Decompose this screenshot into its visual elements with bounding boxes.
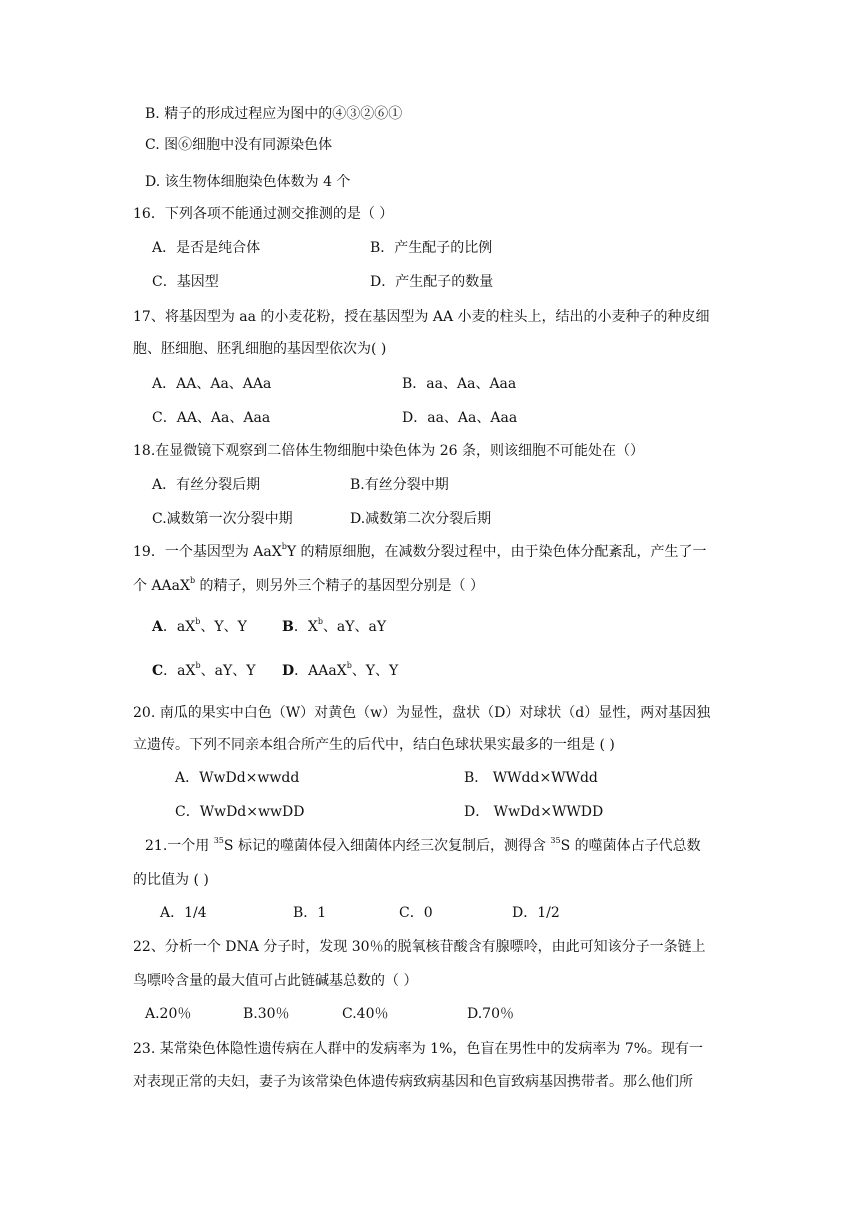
q16-option-c: C．基因型 bbox=[152, 274, 219, 290]
q22-option-c: C.40％ bbox=[342, 1006, 389, 1022]
q20-option-b: B． WWdd×WWdd bbox=[464, 770, 598, 786]
q15-option-b: B. 精子的形成过程应为图中的④③②⑥① bbox=[145, 106, 403, 122]
q20-option-a: A．WwDd×wwdd bbox=[175, 770, 300, 786]
q22-option-b: B.30％ bbox=[243, 1006, 290, 1022]
q20-stem-line2: 立遗传。下列不同亲本组合所产生的后代中，结白色球状果实最多的一组是 ( ) bbox=[133, 737, 615, 753]
q18-option-b: B.有丝分裂中期 bbox=[350, 477, 449, 493]
q16-stem: 16．下列各项不能通过测交推测的是（ ） bbox=[133, 206, 394, 222]
q20-option-c: C．WwDd×wwDD bbox=[175, 804, 305, 820]
q17-option-a: A．AA、Aa、AAa bbox=[152, 376, 272, 392]
q18-option-d: D.减数第二次分裂后期 bbox=[350, 511, 492, 527]
q17-stem-line1: 17、将基因型为 aa 的小麦花粉，授在基因型为 AA 小麦的柱头上，结出的小麦种子的种皮细 bbox=[133, 309, 710, 325]
q19-option-a: A．$aX^b$、Y、Y bbox=[152, 617, 247, 635]
q17-option-d: D．aa、Aa、Aaa bbox=[402, 410, 518, 426]
q21-option-b: B．1 bbox=[293, 905, 327, 921]
q21-stem-line1: 21.一个用 $^{35}$S 标记的噬菌体侵入细菌体内经三次复制后，测得含 $^{35}$S 的噬菌体占子代总数 bbox=[145, 836, 701, 854]
q19-option-d: D．AAaX$^b$、Y、Y bbox=[282, 661, 399, 679]
q19-stem-line1: 19．一个基因型为 AaX$^b$Y 的精原细胞，在减数分裂过程中，由于染色体分配紊乱，产生了一 bbox=[133, 542, 707, 560]
q15-option-c: C. 图⑥细胞中没有同源染色体 bbox=[145, 137, 333, 153]
q21-option-a: A．1/4 bbox=[160, 905, 207, 921]
q17-stem-line2: 胞、胚细胞、胚乳细胞的基因型依次为( ) bbox=[133, 341, 387, 357]
q23-stem-line1: 23. 某常染色体隐性遗传病在人群中的发病率为 1%，色盲在男性中的发病率为 7%。现有一 bbox=[133, 1041, 704, 1057]
q19-option-c: C．$aX^b$、aY、Y bbox=[152, 661, 256, 679]
q18-option-c: C.减数第一次分裂中期 bbox=[152, 511, 293, 527]
q16-option-b: B．产生配子的比例 bbox=[370, 240, 493, 256]
q18-option-a: A．有丝分裂后期 bbox=[152, 477, 261, 493]
q21-option-d: D．1/2 bbox=[512, 905, 560, 921]
q19-option-b: B．$X^b$、aY、aY bbox=[282, 617, 387, 635]
q15-option-d: D. 该生物体细胞染色体数为 4 个 bbox=[145, 174, 351, 190]
q21-option-c: C．0 bbox=[399, 905, 433, 921]
q16-option-d: D．产生配子的数量 bbox=[370, 274, 494, 290]
q20-stem-line1: 20. 南瓜的果实中白色（W）对黄色（w）为显性，盘状（D）对球状（d）显性，两对基因独 bbox=[133, 705, 711, 721]
q19-stem-line2: 个 AAaX$^b$ 的精子，则另外三个精子的基因型分别是（ ） bbox=[133, 576, 485, 594]
q17-option-b: B．aa、Aa、Aaa bbox=[402, 376, 517, 392]
q20-option-d: D． WwDd×WWDD bbox=[464, 804, 604, 820]
q18-stem: 18.在显微镜下观察到二倍体生物细胞中染色体为 26 条，则该细胞不可能处在（） bbox=[133, 443, 644, 459]
q23-stem-line2: 对表现正常的夫妇，妻子为该常染色体遗传病致病基因和色盲致病基因携带者。那么他们所 bbox=[133, 1074, 693, 1090]
q22-option-a: A.20％ bbox=[145, 1006, 192, 1022]
q22-option-d: D.70％ bbox=[467, 1006, 514, 1022]
q22-stem-line1: 22、分析一个 DNA 分子时，发现 30％的脱氧核苷酸含有腺嘌呤，由此可知该分子一条链上 bbox=[133, 939, 706, 955]
q16-option-a: A．是否是纯合体 bbox=[152, 240, 261, 256]
q17-option-c: C．AA、Aa、Aaa bbox=[152, 410, 271, 426]
q21-stem-line2: 的比值为 ( ) bbox=[133, 872, 209, 888]
q22-stem-line2: 鸟嘌呤含量的最大值可占此链碱基总数的（ ） bbox=[133, 973, 418, 989]
